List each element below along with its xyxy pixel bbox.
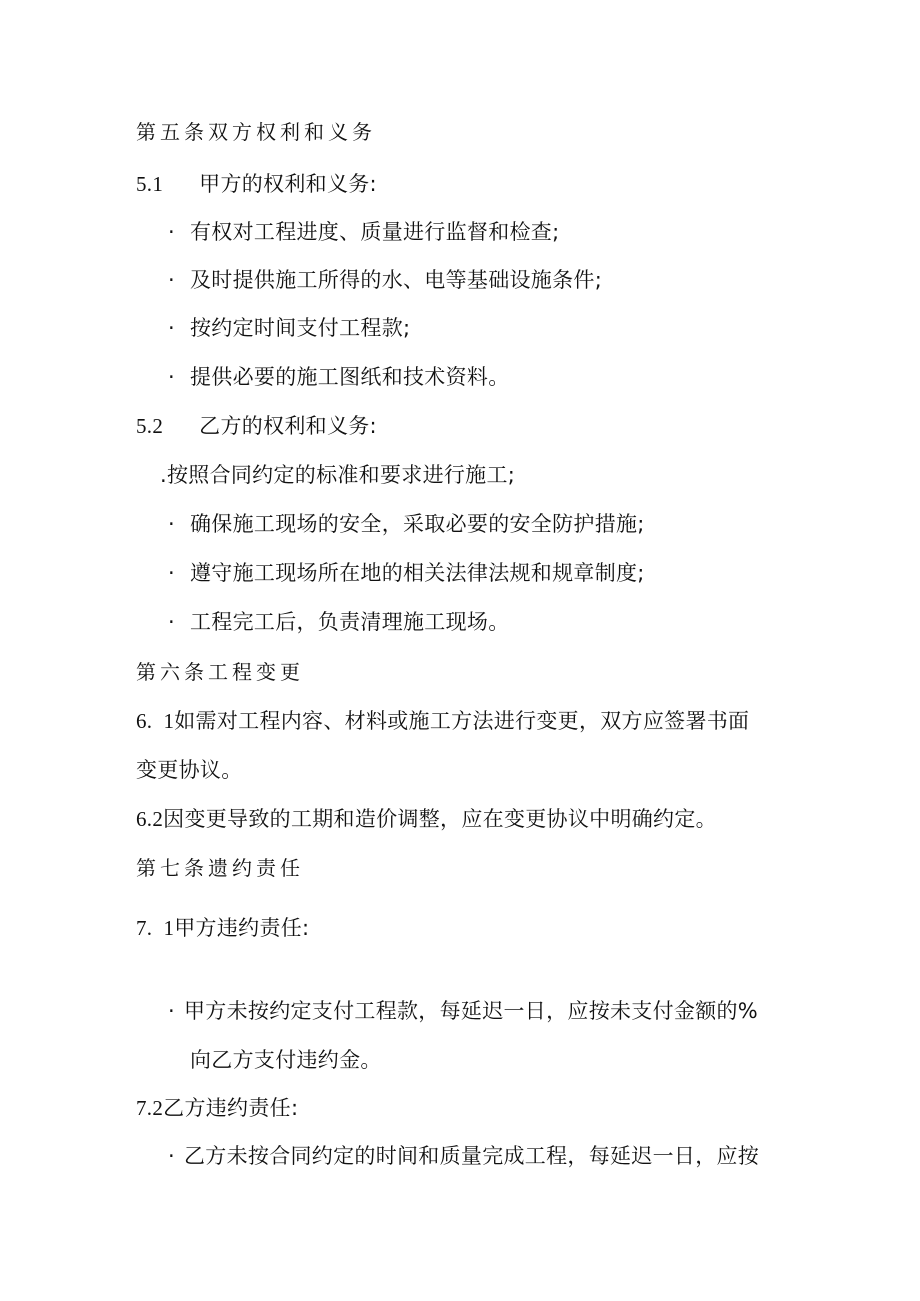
list-item: · 按约定时间支付工程款; (168, 316, 411, 340)
list-item: · 提供必要的施工图纸和技术资料。 (168, 365, 510, 389)
list-item: · 及时提供施工所得的水、电等基础设施条件; (168, 268, 603, 292)
section-number: 6. 1 (136, 709, 175, 733)
section-title: 甲方违约责任: (174, 916, 310, 940)
section-7-1 (136, 918, 309, 939)
section-number: 5.2 (136, 414, 164, 438)
list-item: · 遵守施工现场所在地的相关法律法规和规章制度; (168, 561, 645, 585)
section-7-2 (136, 1098, 298, 1119)
bullet-icon: · (168, 610, 175, 634)
section-title: 乙方的权利和义务: (199, 414, 377, 438)
bullet-icon: · (168, 316, 175, 340)
section-number: 5.1 (136, 172, 164, 196)
section-5-1 (136, 174, 377, 195)
bullet-icon: · (168, 512, 175, 536)
article-5-heading: 第五条双方权利和义务 (136, 120, 376, 144)
section-number: 6.2 (136, 807, 164, 831)
section-6-1 (136, 711, 749, 732)
bullet-icon: · (168, 999, 175, 1023)
section-text: 因变更导致的工期和造价调整，应在变更协议中明确约定。 (163, 807, 717, 831)
bullet-icon: · (168, 220, 175, 244)
section-6-2 (136, 809, 717, 830)
section-number: 7. 1 (136, 916, 175, 940)
section-text: 如需对工程内容、材料或施工方法进行变更，双方应签署书面 (174, 709, 750, 733)
list-item: · 确保施工现场的安全，采取必要的安全防护措施; (168, 512, 645, 536)
list-item: · 乙方未按合同约定的时间和质量完成工程，每延迟一日，应按 (168, 1144, 760, 1168)
article-7-heading: 第七条遗约责任 (136, 856, 304, 880)
article-6-heading: 第六条工程变更 (136, 660, 304, 684)
list-item-continued: 向乙方支付违约金。 (190, 1048, 382, 1072)
list-item: · 工程完工后，负责清理施工现场。 (168, 610, 510, 634)
section-title: 甲方的权利和义务: (199, 172, 377, 196)
list-item: · 有权对工程进度、质量进行监督和检查; (168, 220, 560, 244)
section-title: 乙方违约责任: (163, 1096, 299, 1120)
section-number: 7.2 (136, 1096, 164, 1120)
list-item: · 甲方未按约定支付工程款，每延迟一日，应按未支付金额的% (168, 999, 759, 1023)
bullet-icon: · (168, 268, 175, 292)
bullet-icon: · (168, 365, 175, 389)
bullet-icon: · (168, 561, 175, 585)
section-6-1-continued: 变更协议。 (136, 758, 243, 782)
list-item: .按照合同约定的标准和要求进行施工; (160, 463, 516, 487)
bullet-icon: · (168, 1144, 175, 1168)
section-5-2 (136, 416, 377, 437)
